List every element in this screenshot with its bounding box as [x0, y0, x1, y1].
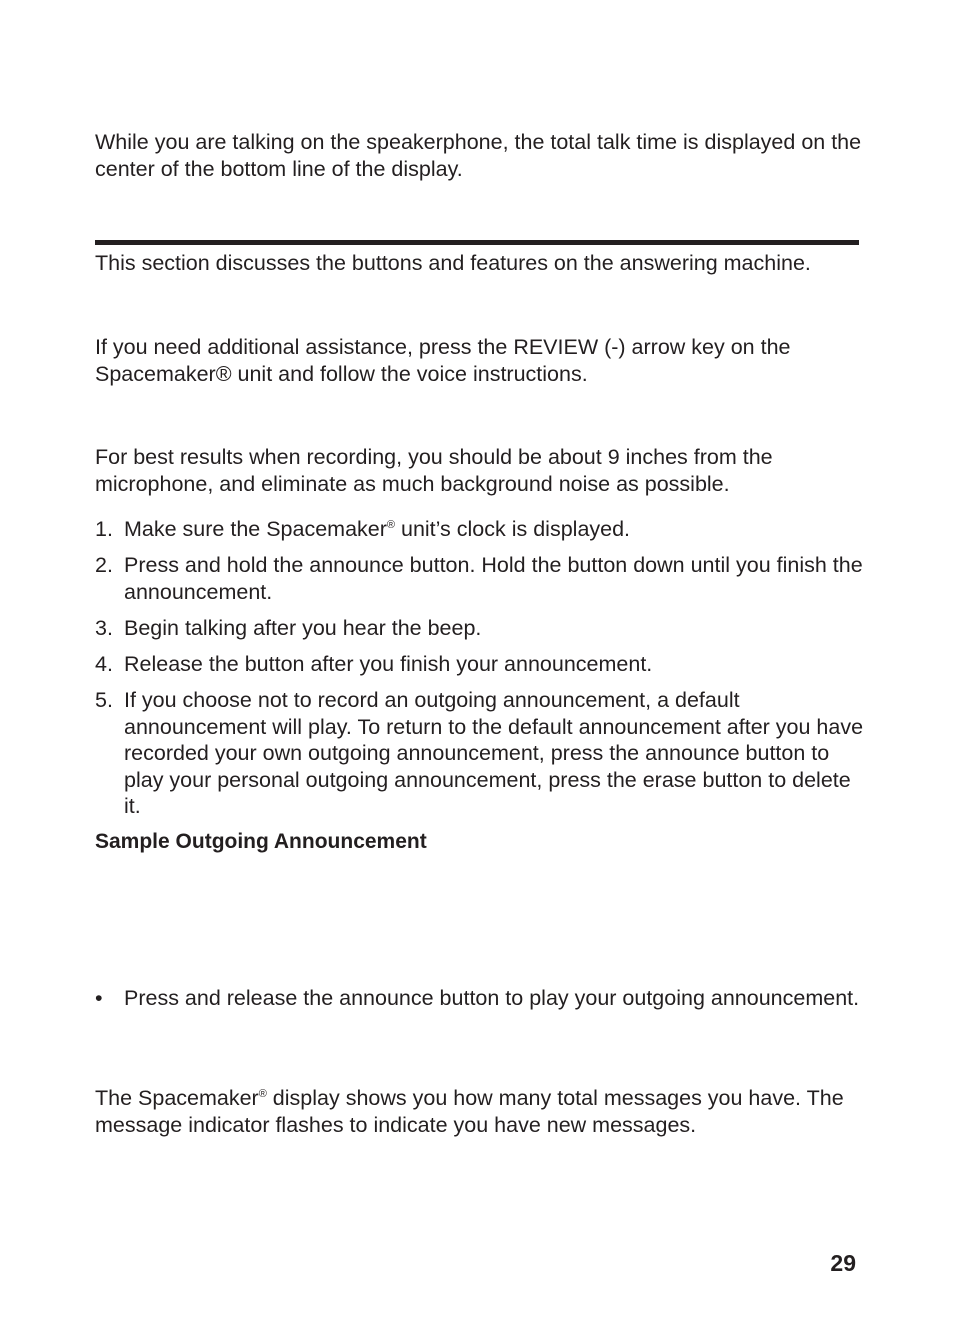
step-text: Press and hold the announce button. Hold the button down until you finish the announcement. [124, 553, 863, 604]
registered-mark: ® [386, 519, 396, 531]
step-1 [95, 516, 865, 543]
section-divider [95, 240, 859, 245]
messages-paragraph: The Spacemaker® display shows you how many total messages you have. The message indicator flashes to indicate you have new messages. [95, 1086, 844, 1137]
bullet-marker: • [95, 986, 103, 1010]
step-number: 3. [95, 616, 113, 640]
section-intro-paragraph: This section discusses the buttons and features on the answering machine. [95, 251, 811, 275]
step-number: 2. [95, 553, 113, 577]
step-text: Begin talking after you hear the beep. [124, 616, 482, 640]
step-2 [95, 552, 865, 605]
assistance-paragraph: If you need additional assistance, press the REVIEW (-) arrow key on the Spacemaker® unit and follow the voice instructions. [95, 335, 791, 386]
registered-mark: ® [258, 1088, 267, 1100]
step-5 [95, 687, 865, 820]
step-number: 4. [95, 652, 113, 676]
sample-announcement-heading: Sample Outgoing Announcement [95, 830, 427, 853]
page-number: 29 [830, 1250, 856, 1276]
bullet-text: Press and release the announce button to play your outgoing announcement. [124, 986, 860, 1010]
step-number: 1. [95, 517, 113, 541]
recording-tip-paragraph: For best results when recording, you should be about 9 inches from the microphone, and eliminate as much background noise as possible. [95, 445, 773, 496]
step-text: Make sure the Spacemaker® unit’s clock is displayed. [124, 517, 631, 541]
step-4 [95, 651, 865, 678]
bullet-item [95, 985, 865, 1012]
step-text: If you choose not to record an outgoing announcement, a default announcement will play. To return to the default announcement after you have recorded your own outgoing announcement, press the announce button to play your personal outgoing announcement, press the erase button to delete it. [124, 688, 864, 818]
step-number: 5. [95, 688, 113, 712]
step-text: Release the button after you finish your announcement. [124, 652, 653, 676]
talk-time-paragraph: While you are talking on the speakerphone, the total talk time is displayed on the center of the bottom line of the display. [95, 130, 862, 181]
step-3 [95, 615, 865, 642]
